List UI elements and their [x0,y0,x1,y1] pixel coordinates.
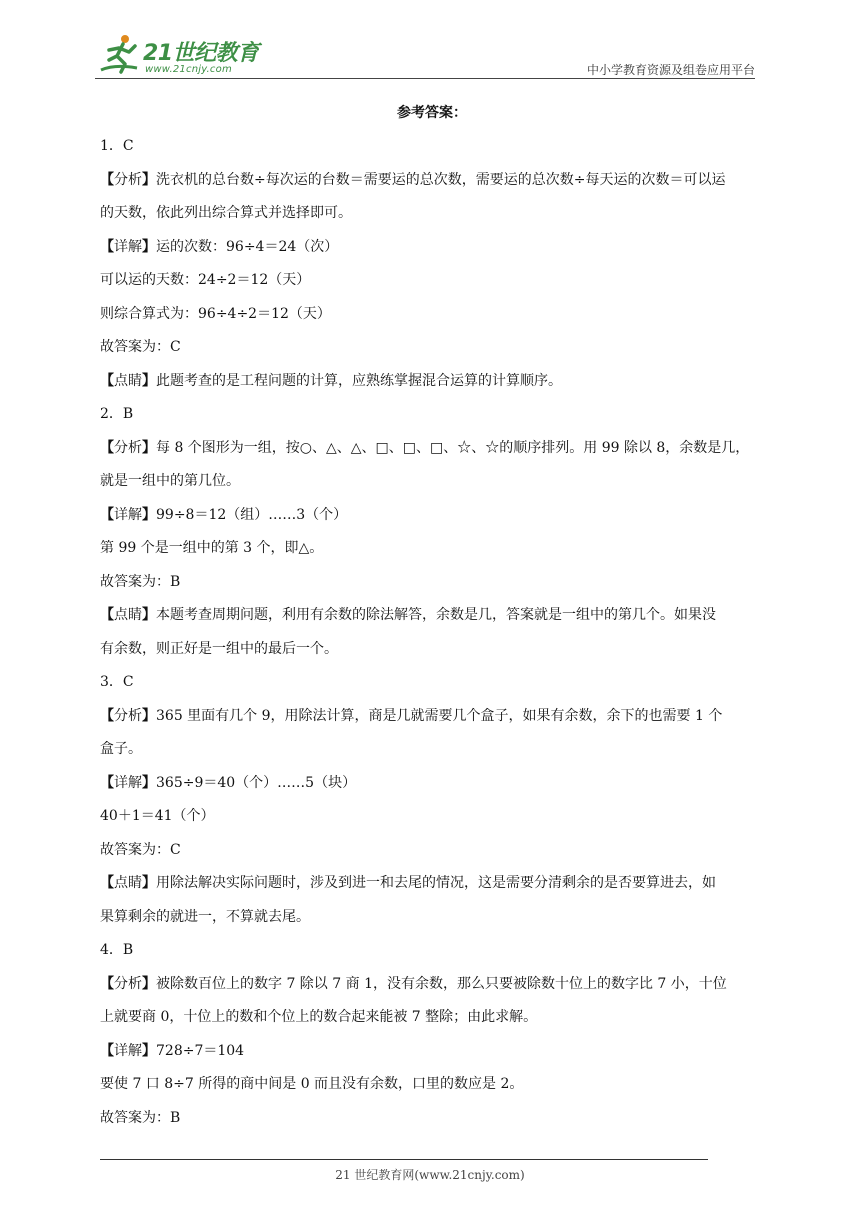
answer-line-点睛 [100,599,764,633]
tag-bracket-close: 】 [142,875,156,891]
page-title: 参考答案： [397,105,467,121]
section-tag: 详解 [114,1042,142,1059]
answer-line [100,566,764,600]
tag-bracket-open: 【 [100,372,114,389]
answer-line-分析 [100,700,764,734]
answer-line [100,934,764,968]
tag-bracket-close: 】 [142,439,156,456]
answer-line [100,834,764,868]
line-text: 2．B [100,406,134,422]
answer-line [100,130,764,164]
tag-bracket-close: 】 [142,372,156,389]
answer-line [100,733,764,767]
line-text: 故答案为：B [100,1109,181,1126]
page-header [95,30,755,78]
answer-line [100,666,764,700]
line-text: 则综合算式为：96÷4÷2＝12（天） [100,305,331,322]
line-text: 第 99 个是一组中的第 3 个，即△。 [100,540,324,556]
tag-bracket-open: 【 [100,774,114,791]
site-logo[interactable] [95,30,275,78]
line-text: 故答案为：B [100,573,181,590]
footer-divider [100,1159,708,1160]
answer-line-详解 [100,499,764,533]
answer-line [100,197,764,231]
line-text: 用除法解决实际问题时，涉及到进一和去尾的情况，这是需要分清剩余的是否要算进去，如 [156,875,716,891]
line-text: 运的次数：96÷4＝24（次） [156,238,339,255]
answer-line-详解 [100,231,764,265]
line-text: 每 8 个图形为一组，按○、△、△、□、□、□、☆、☆的顺序排列。用 99 除以 8，余数是几， [156,439,750,456]
section-tag: 详解 [114,506,142,523]
answer-lines [100,130,764,1135]
line-text: 上就要商 0，十位上的数和个位上的数合起来能被 7 整除；由此求解。 [100,1009,538,1025]
line-text: 要使 7 口 8÷7 所得的商中间是 0 而且没有余数，口里的数应是 2。 [100,1076,524,1092]
tag-bracket-open: 【 [100,707,114,724]
tag-bracket-close: 】 [142,1042,156,1059]
line-text: 4．B [100,942,134,958]
answer-line [100,331,764,365]
line-text: 40＋1＝41（个） [100,808,215,824]
tag-bracket-close: 】 [142,707,156,724]
section-tag: 详解 [114,774,142,791]
section-tag: 分析 [114,707,142,724]
page-footer[interactable]: 21 世纪教育网(www.21cnjy.com) [335,1168,525,1182]
answer-line [100,901,764,935]
answer-line [100,465,764,499]
tag-bracket-open: 【 [100,1042,114,1059]
logo-url: www.21cnjy.com [145,64,232,75]
runner-icon [95,30,143,78]
answer-line-分析 [100,968,764,1002]
tag-bracket-close: 】 [142,774,156,791]
answer-line [100,532,764,566]
tag-bracket-close: 】 [142,238,156,255]
line-text: 有余数，则正好是一组中的最后一个。 [100,640,338,657]
answer-line-点睛 [100,867,764,901]
tag-bracket-open: 【 [100,875,114,891]
line-text: 此题考查的是工程问题的计算，应熟练掌握混合运算的计算顺序。 [156,372,562,389]
tag-bracket-open: 【 [100,607,114,623]
section-tag: 分析 [114,171,142,188]
line-text: 的天数，依此列出综合算式并选择即可。 [100,205,352,221]
section-tag: 点睛 [114,372,142,389]
line-text: 3．C [100,674,134,690]
line-text: 1．C [100,138,134,154]
answer-line-详解 [100,767,764,801]
line-text: 故答案为：C [100,339,181,355]
answer-line [100,298,764,332]
line-text: 果算剩余的就进一，不算就去尾。 [100,908,310,925]
line-text: 365 里面有几个 9，用除法计算，商是几就需要几个盒子，如果有余数，余下的也需要 1 个 [156,707,723,724]
answer-line-点睛 [100,365,764,399]
section-tag: 详解 [114,238,142,255]
line-text: 99÷8＝12（组）……3（个） [156,506,348,523]
tag-bracket-close: 】 [142,975,156,992]
tag-bracket-open: 【 [100,171,114,188]
tag-bracket-close: 】 [142,506,156,523]
answer-line [100,264,764,298]
answer-line [100,1102,764,1136]
tag-bracket-open: 【 [100,975,114,992]
answer-line [100,1001,764,1035]
tag-bracket-open: 【 [100,439,114,456]
tag-bracket-open: 【 [100,506,114,523]
header-divider [95,78,755,79]
answer-content [100,96,764,1135]
section-tag: 点睛 [114,875,142,891]
line-text: 365÷9＝40（个）……5（块） [156,774,357,791]
line-text: 本题考查周期问题，利用有余数的除法解答，余数是几，答案就是一组中的第几个。如果没 [156,607,716,623]
answer-line-详解 [100,1035,764,1069]
site-name: 中小学教育资源及组卷应用平台 [586,63,755,77]
line-text: 728÷7＝104 [156,1042,245,1059]
answer-line-分析 [100,164,764,198]
tag-bracket-close: 】 [142,607,156,623]
line-text: 可以运的天数：24÷2＝12（天） [100,272,311,288]
section-tag: 分析 [114,975,142,992]
answer-line [100,800,764,834]
line-text: 被除数百位上的数字 7 除以 7 商 1，没有余数，那么只要被除数十位上的数字比 7 小，十位 [156,975,727,992]
tag-bracket-open: 【 [100,238,114,255]
line-text: 盒子。 [100,741,142,757]
logo-text: 21世纪教育 [143,41,259,66]
answer-line [100,398,764,432]
section-tag: 分析 [114,439,142,456]
line-text: 就是一组中的第几位。 [100,473,240,489]
section-tag: 点睛 [114,607,142,623]
answer-line-分析 [100,432,764,466]
tag-bracket-close: 】 [142,171,156,188]
answer-line [100,633,764,667]
answer-line [100,1068,764,1102]
line-text: 故答案为：C [100,841,181,858]
line-text: 洗衣机的总台数÷每次运的台数＝需要运的总次数，需要运的总次数÷每天运的次数＝可以运 [156,171,726,188]
